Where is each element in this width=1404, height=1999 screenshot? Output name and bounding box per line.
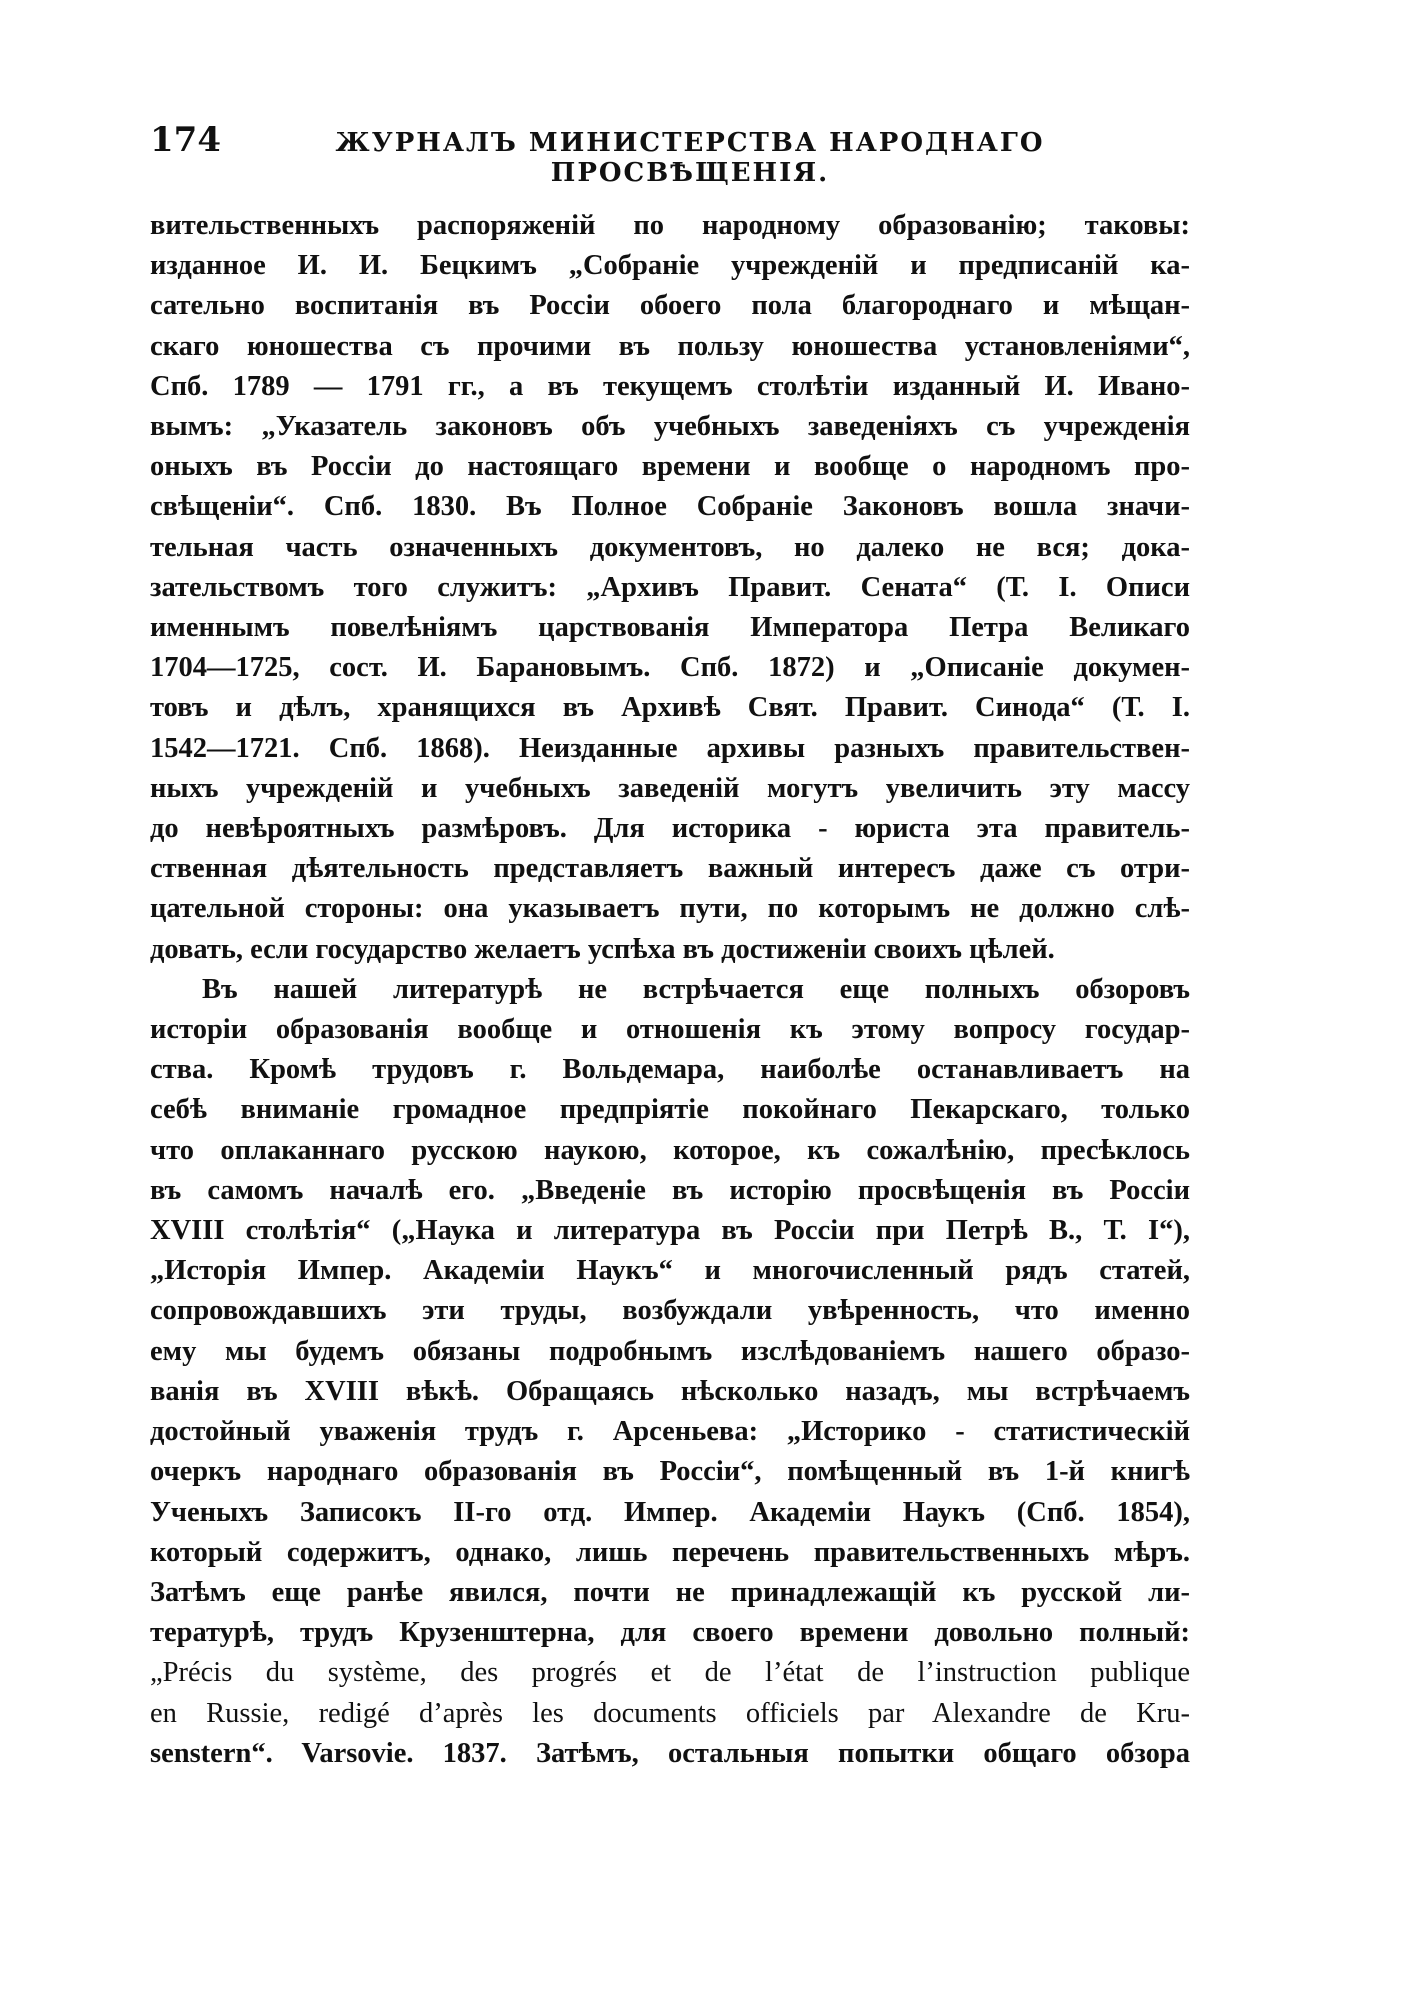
paragraph-start-line: Въ нашей литературѣ не встрѣчается еще полныхъ обзоровъ (202, 973, 1190, 1005)
text-line: „Précis du système, des progrés et de l’état de l’instruction publique (150, 1657, 1190, 1689)
text-line: 1704—1725, сост. И. Барановымъ. Спб. 1872) и „Описаніе докумен- (150, 652, 1190, 684)
text-line: senstern“. Varsovie. 1837. Затѣмъ, остальныя попытки общаго обзора (150, 1737, 1190, 1769)
text-line: свѣщеніи“. Спб. 1830. Въ Полное Собраніе Законовъ вошла значи- (150, 491, 1190, 523)
text-line: Затѣмъ еще ранѣе явился, почти не принадлежащій къ русской ли- (150, 1576, 1190, 1608)
text-line: довать, если государство желаетъ успѣха въ достиженіи своихъ цѣлей. (150, 933, 1055, 965)
text-line: ства. Кромѣ трудовъ г. Вольдемара, наиболѣе останавливаетъ на (150, 1054, 1190, 1086)
text-line: en Russie, redigé d’après les documents officiels par Alexandre de Kru- (150, 1697, 1190, 1729)
text-line: Ученыхъ Записокъ II-го отд. Импер. Академіи Наукъ (Спб. 1854), (150, 1496, 1190, 1528)
text-line: себѣ вниманіе громадное предпріятіе покойнаго Пекарскаго, только (150, 1094, 1190, 1126)
text-line: вымъ: „Указатель законовъ объ учебныхъ заведеніяхъ съ учрежденія (150, 411, 1190, 443)
text-line: XVIII столѣтія“ („Наука и литература въ Россіи при Петрѣ В., Т. I“), (150, 1215, 1190, 1247)
text-line: оныхъ въ Россіи до настоящаго времени и вообще о народномъ про- (150, 451, 1190, 483)
text-line: что оплаканнаго русскою наукою, которое, къ сожалѣнію, пресѣклось (150, 1134, 1190, 1166)
text-line: ему мы будемъ обязаны подробнымъ изслѣдованіемъ нашего образо- (150, 1335, 1190, 1367)
journal-title: ЖУРНАЛЪ МИНИСТЕРСТВА НАРОДНАГО ПРОСВѢЩЕНІЯ. (335, 128, 1045, 188)
text-line: 1542—1721. Спб. 1868). Неизданные архивы разныхъ правительствен- (150, 732, 1190, 764)
text-line: цательной стороны: она указываетъ пути, по которымъ не должно слѣ- (150, 893, 1190, 925)
text-line: очеркъ народнаго образованія въ Россіи“, помѣщенный въ 1-й книгѣ (150, 1456, 1190, 1488)
text-line: который содержитъ, однако, лишь перечень правительственныхъ мѣръ. (150, 1536, 1190, 1568)
text-line: тельная часть означенныхъ документовъ, но далеко не вся; дока- (150, 531, 1190, 563)
text-line: тературѣ, трудъ Крузенштерна, для своего времени довольно полный: (150, 1617, 1190, 1649)
text-line: именнымъ повелѣніямъ царствованія Императора Петра Великаго (150, 612, 1190, 644)
text-line: Спб. 1789 — 1791 гг., а въ текущемъ столѣтіи изданный И. Ивано- (150, 370, 1190, 402)
text-line: сопровождавшихъ эти труды, возбуждали увѣренность, что именно (150, 1295, 1190, 1327)
text-line: зательствомъ того служитъ: „Архивъ Правит. Сената“ (Т. I. Описи (150, 571, 1190, 603)
running-head (150, 120, 1190, 188)
text-line: скаго юношества съ прочими въ пользу юношества установленіями“, (150, 330, 1190, 362)
text-line: достойный уваженія трудъ г. Арсеньева: „Историко - статистическій (150, 1416, 1190, 1448)
text-line: товъ и дѣлъ, хранящихся въ Архивѣ Свят. Правит. Синода“ (Т. I. (150, 692, 1190, 724)
page (150, 120, 1190, 1774)
text-line: исторіи образованія вообще и отношенія къ этому вопросу государ- (150, 1014, 1190, 1046)
text-line: вительственныхъ распоряженій по народному образованію; таковы: (150, 210, 1190, 241)
page-number: 174 (150, 120, 221, 160)
body-text (150, 206, 1190, 1774)
text-line: до невѣроятныхъ размѣровъ. Для историка - юриста эта правитель- (150, 813, 1190, 845)
text-line: ванія въ XVIII вѣкѣ. Обращаясь нѣсколько назадъ, мы встрѣчаемъ (150, 1375, 1190, 1407)
text-line: ныхъ учрежденій и учебныхъ заведеній могутъ увеличить эту массу (150, 772, 1190, 804)
text-line: ственная дѣятельность представляетъ важный интересъ даже съ отри- (150, 853, 1190, 885)
text-line: сательно воспитанія въ Россіи обоего пола благороднаго и мѣщан- (150, 290, 1190, 322)
text-line: „Исторія Импер. Академіи Наукъ“ и многочисленный рядъ статей, (150, 1255, 1190, 1287)
text-line: изданное И. И. Бецкимъ „Собраніе учрежденій и предписаній ка- (150, 250, 1190, 282)
text-line: въ самомъ началѣ его. „Введеніе въ исторію просвѣщенія въ Россіи (150, 1174, 1190, 1206)
